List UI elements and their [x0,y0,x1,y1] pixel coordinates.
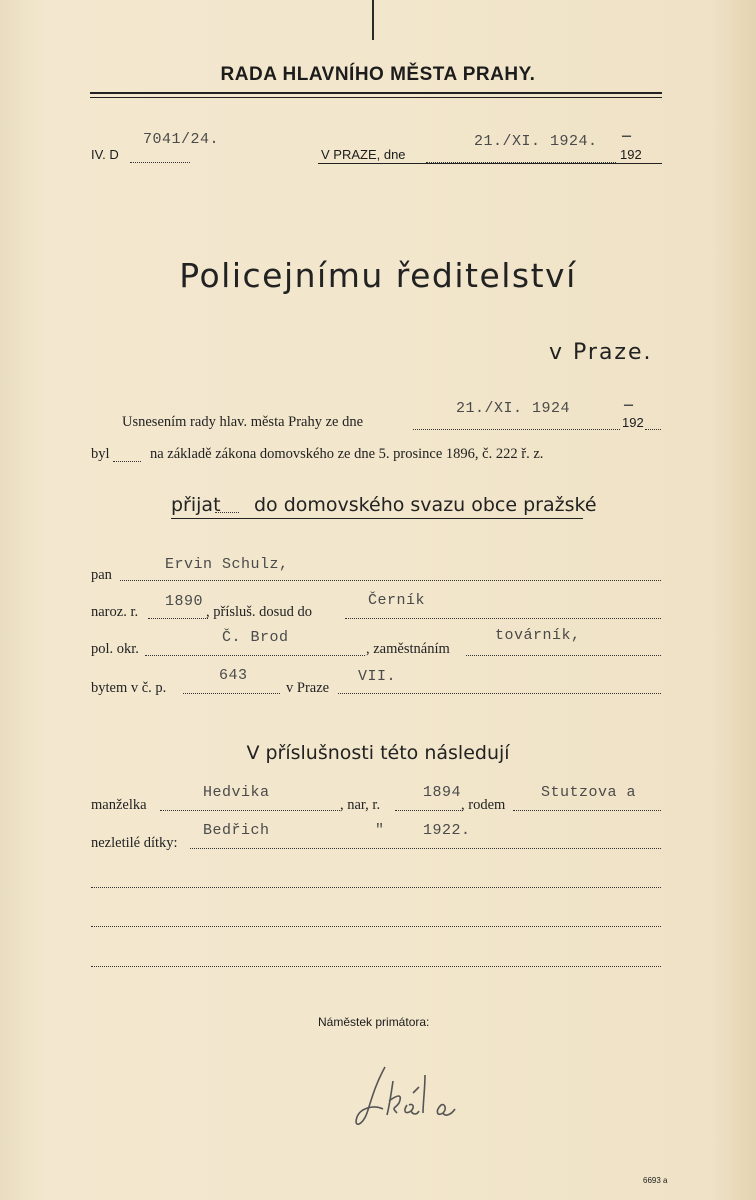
accepted-text: do domovského svazu obce pražské [254,494,597,516]
house-number: 643 [219,667,248,684]
fold-mark [372,0,374,40]
domicile-dots [345,618,661,619]
blank-line-2 [91,926,661,927]
blank-line-3 [91,966,661,967]
occupation-dots [466,655,661,656]
wife-name-dots [160,810,340,811]
date-underline [318,163,662,164]
quarter-dots [338,693,661,694]
children-dots [190,848,661,849]
resolution-year-printed: 192 [622,415,644,430]
wife-maiden-dots [513,810,661,811]
resolution-line2-dots [113,461,141,462]
signature-label: Náměstek primátora: [318,1015,430,1029]
child-ditto: " [375,822,385,839]
resolution-date-dots [413,429,620,430]
ref-dots [130,162,190,163]
family-heading: V příslušnosti této následují [246,742,510,764]
addressee-title: Policejnímu ředitelství [179,256,577,295]
place-date-label: V PRAZE, dne [321,147,406,162]
wife-birth-year: 1894 [423,784,462,801]
authority-header: RADA HLAVNÍHO MĚSTA PRAHY. [220,64,536,85]
accepted-label: přijat [171,494,221,516]
occupation-label: , zaměstnáním [366,641,450,657]
wife-maiden-name: Stutzova a [541,784,637,801]
handwritten-signature [345,1055,485,1135]
header-rule-top [90,92,662,94]
resolution-date: 21./XI. 1924 [456,400,571,417]
house-number-dots [183,693,280,694]
wife-birth-dots [395,810,463,811]
accepted-underline [171,518,583,519]
form-number: 6693 a [643,1176,668,1185]
wife-maiden-label: , rodem [461,797,506,813]
addressee-city: v Praze. [549,340,653,365]
wife-label: manželka [91,797,147,813]
year-strike: — [622,128,632,145]
accepted-dots [215,512,239,513]
district-dots [145,655,365,656]
person-name: Ervin Schulz, [165,556,289,573]
birth-label: naroz. r. [91,604,139,620]
resolution-year-dots [645,429,661,430]
blank-line-1 [91,887,661,888]
address-label: bytem v č. p. [91,680,167,696]
wife-born-label: , nar, r. [340,797,381,813]
resolution-line1-label: Usnesením rady hlav. města Prahy ze dne [122,414,364,430]
resolution-line2-text: na základě zákona domovského ze dne 5. prosince 1896, č. 222 ř. z. [150,446,544,462]
ref-label: IV. D [91,147,119,162]
pan-label: pan [91,567,112,583]
district: Č. Brod [222,629,289,646]
quarter-label: v Praze [286,680,330,696]
date-typed: 21./XI. 1924. [474,133,598,150]
children-label: nezletilé dítky: [91,835,178,851]
domicile-label: , přísluš. dosud do [206,604,312,620]
occupation: továrník, [495,627,581,644]
resolution-line2-prefix: byl [91,446,110,462]
wife-name: Hedvika [203,784,270,801]
header-rule-bottom [90,97,662,98]
ref-number: 7041/24. [143,131,220,148]
birth-year: 1890 [165,593,204,610]
domicile: Černík [368,592,426,609]
child-birth-year: 1922. [423,822,471,839]
year-printed: 192 [620,147,642,162]
resolution-year-strike: — [624,397,634,414]
birth-dots [148,618,208,619]
child-name: Bedřich [203,822,270,839]
quarter: VII. [358,668,397,685]
district-label: pol. okr. [91,641,139,657]
name-dots [120,580,661,581]
